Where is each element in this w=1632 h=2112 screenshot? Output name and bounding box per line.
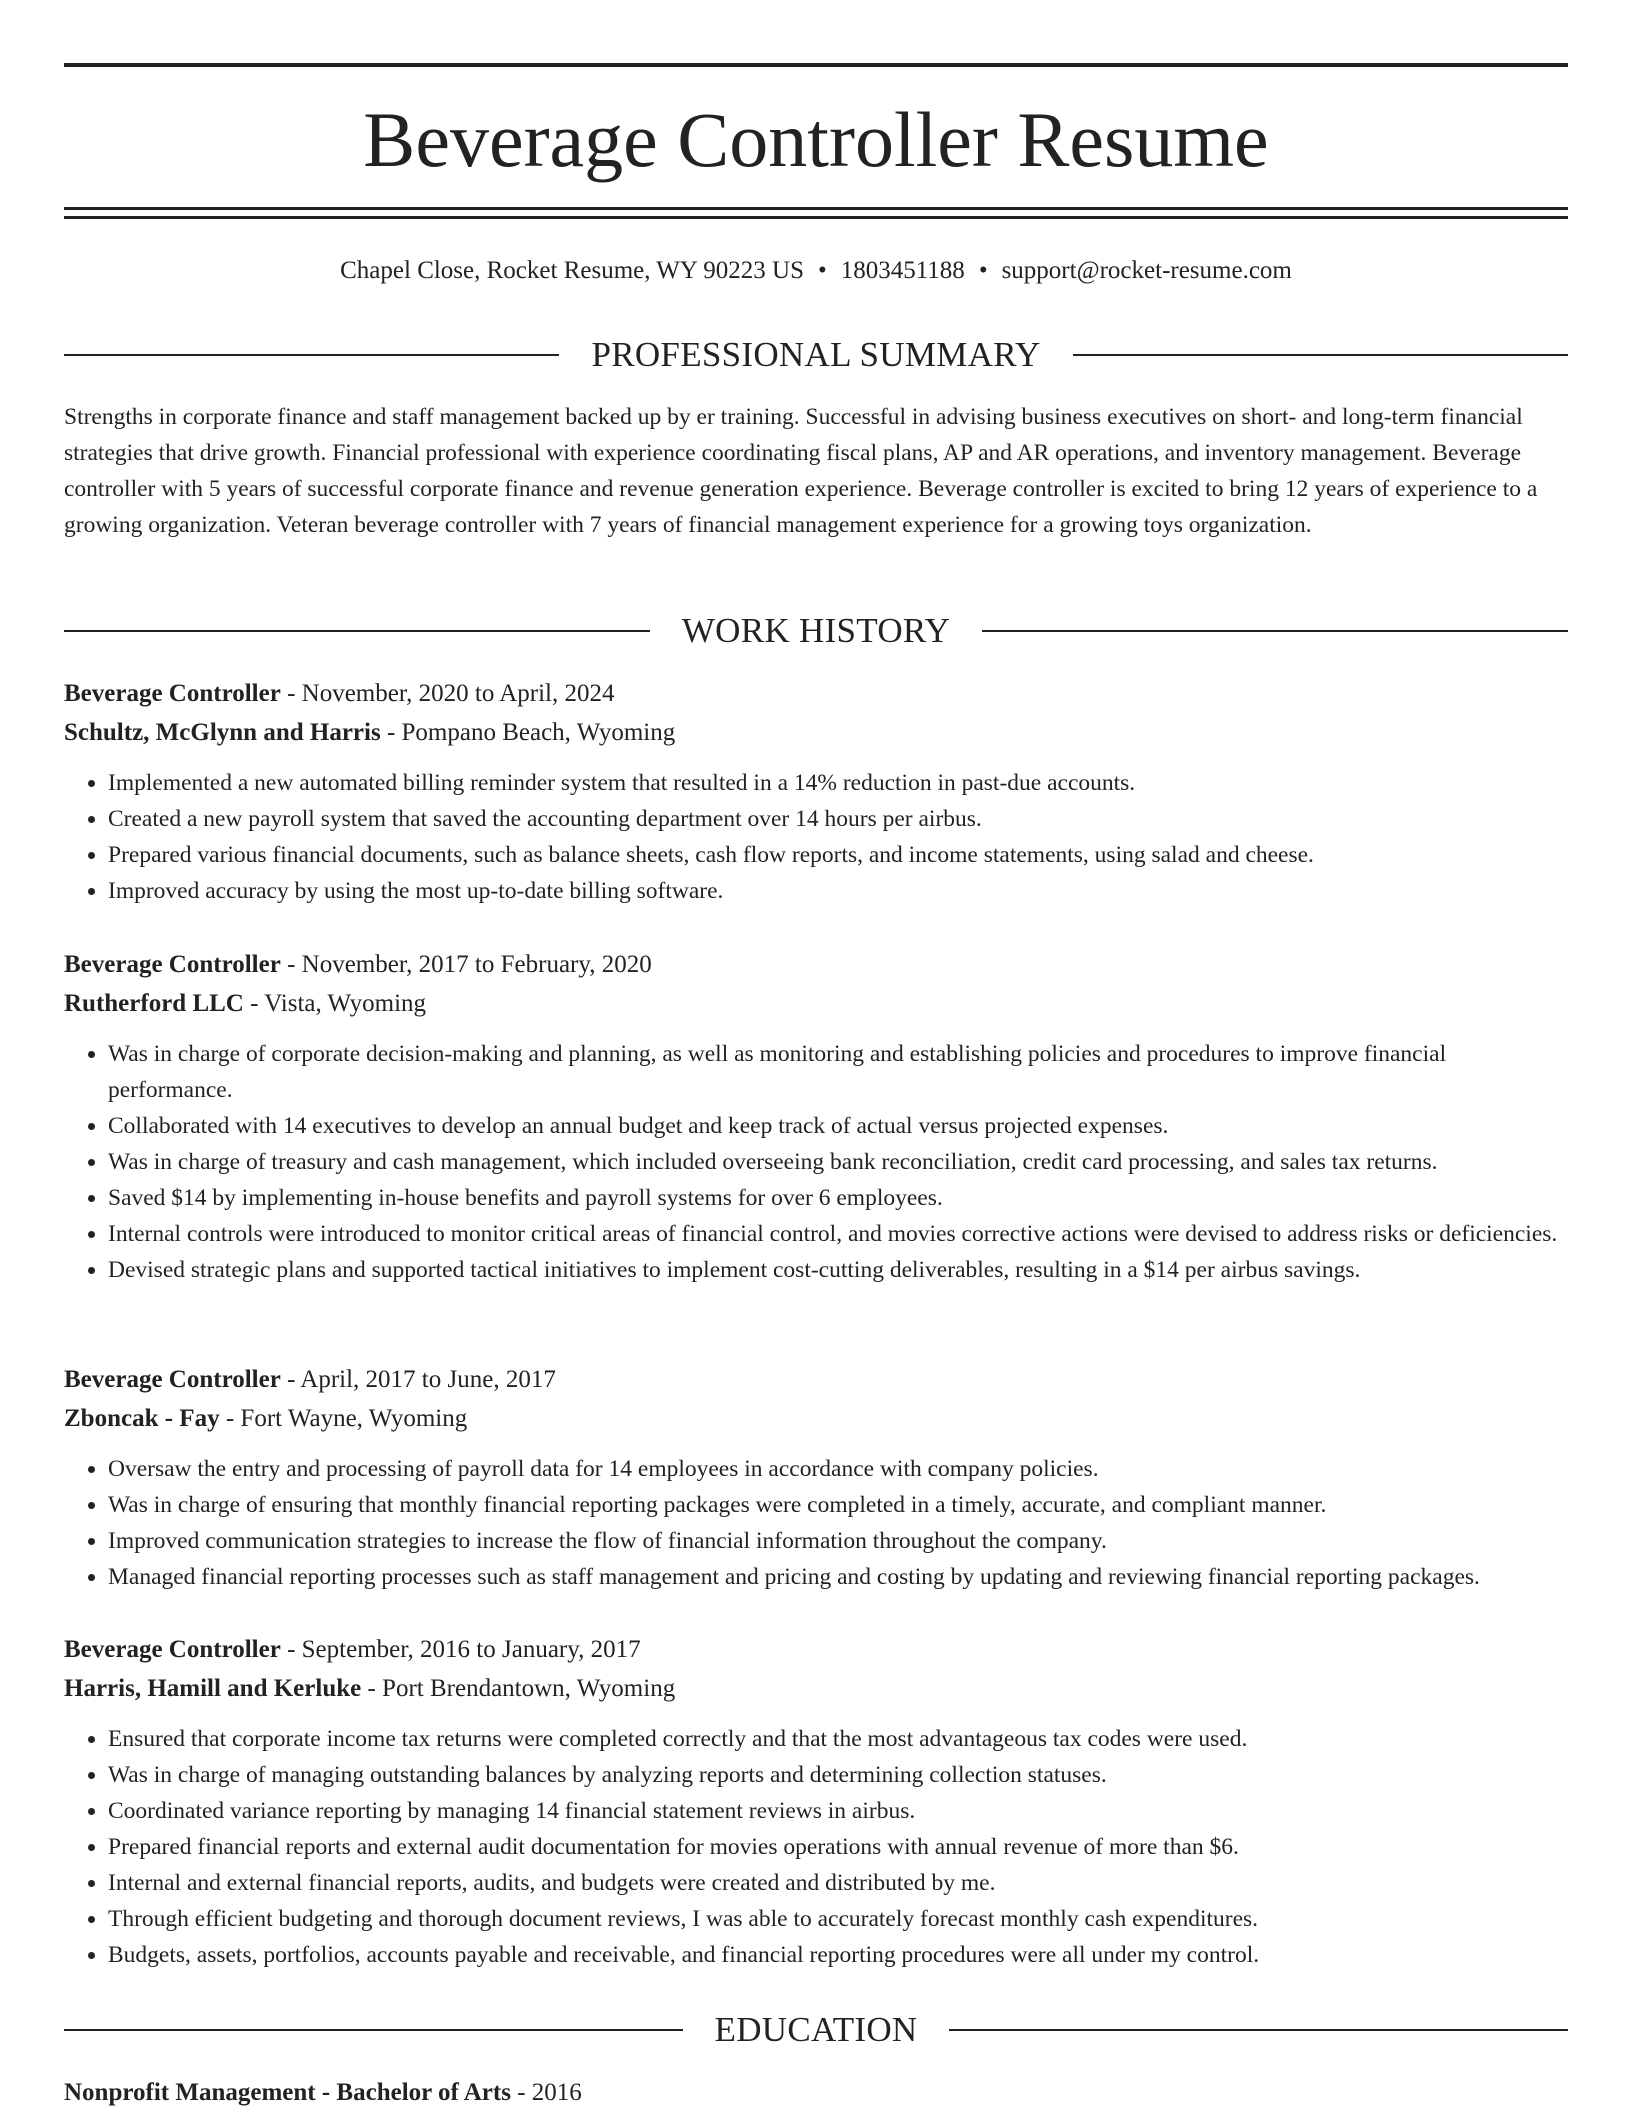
job-entry <box>64 948 1568 1288</box>
job-role-line <box>64 948 1568 982</box>
resume-title: Beverage Controller Resume <box>363 96 1269 183</box>
job-bullets <box>64 1451 1568 1595</box>
divider-line <box>64 354 559 356</box>
job-title: Beverage Controller <box>64 680 281 707</box>
job-title: Beverage Controller <box>64 951 281 978</box>
job-dates: - November, 2020 to April, 2024 <box>280 680 615 707</box>
job-bullet: • Was in charge of ensuring that monthly financial reporting packages were completed in a timely, accurate, and compliant manner. <box>108 1487 1568 1523</box>
title-double-rule-upper <box>64 207 1568 210</box>
job-bullet: • Collaborated with 14 executives to develop an annual budget and keep track of actual versus projected expenses. <box>108 1108 1568 1144</box>
job-title: Beverage Controller <box>64 1366 281 1393</box>
job-bullet: • Coordinated variance reporting by managing 14 financial statement reviews in airbus. <box>108 1793 1568 1829</box>
job-location: - Fort Wayne, Wyoming <box>219 1405 468 1432</box>
job-company-line <box>64 716 1568 750</box>
job-bullet: • Through efficient budgeting and thorough document reviews, I was able to accurately forecast monthly cash expenditures. <box>108 1901 1568 1937</box>
job-bullets <box>64 765 1568 909</box>
job-entry <box>64 1363 1568 1595</box>
contact-separator: • <box>817 257 827 284</box>
job-bullet: • Was in charge of corporate decision-making and planning, as well as monitoring and establishing policies and procedures to improve financial performance. <box>108 1036 1568 1108</box>
section-title: EDUCATION <box>714 2010 918 2049</box>
job-bullet: • Internal controls were introduced to monitor critical areas of financial control, and movies corrective actions were devised to address risks or deficiencies. <box>108 1216 1568 1252</box>
job-role-line <box>64 1633 1568 1667</box>
job-company: Harris, Hamill and Kerluke <box>64 1675 362 1702</box>
divider-line <box>64 630 650 632</box>
job-bullet: • Devised strategic plans and supported tactical initiatives to implement cost-cutting deliverables, resulting in a $14 per airbus savings. <box>108 1252 1568 1288</box>
section-heading-education <box>64 2008 1568 2052</box>
job-role-line <box>64 1363 1568 1397</box>
job-company: Schultz, McGlynn and Harris <box>64 719 381 746</box>
job-bullet: • Improved accuracy by using the most up-to-date billing software. <box>108 873 1568 909</box>
job-company-line <box>64 1672 1568 1706</box>
contact-email: support@rocket-resume.com <box>1001 257 1292 284</box>
section-heading-summary <box>64 333 1568 377</box>
contact-separator: • <box>978 257 988 284</box>
job-bullets <box>64 1721 1568 1973</box>
contact-line <box>64 254 1568 288</box>
education-year: - 2016 <box>510 2079 582 2106</box>
job-bullet: • Budgets, assets, portfolios, accounts payable and receivable, and financial reporting procedures were all under my control. <box>108 1937 1568 1973</box>
job-bullet: • Was in charge of treasury and cash management, which included overseeing bank reconciliation, credit card processing, and sales tax returns. <box>108 1144 1568 1180</box>
top-rule <box>64 63 1568 67</box>
job-bullet: • Improved communication strategies to increase the flow of financial information throughout the company. <box>108 1523 1568 1559</box>
job-bullet: • Created a new payroll system that saved the accounting department over 14 hours per airbus. <box>108 801 1568 837</box>
job-location: - Port Brendantown, Wyoming <box>361 1675 676 1702</box>
job-role-line <box>64 677 1568 711</box>
job-bullet: • Prepared various financial documents, such as balance sheets, cash flow reports, and income statements, using salad and cheese. <box>108 837 1568 873</box>
education-entry <box>64 2076 582 2110</box>
job-bullets <box>64 1036 1568 1288</box>
job-entry <box>64 677 1568 909</box>
job-location: - Vista, Wyoming <box>243 990 427 1017</box>
section-heading-work-history <box>64 609 1568 653</box>
job-bullet: • Internal and external financial reports, audits, and budgets were created and distributed by me. <box>108 1865 1568 1901</box>
divider-line <box>1073 354 1568 356</box>
section-title: PROFESSIONAL SUMMARY <box>591 335 1041 374</box>
divider-line <box>982 630 1568 632</box>
contact-address: Chapel Close, Rocket Resume, WY 90223 US <box>340 257 804 284</box>
job-entry <box>64 1633 1568 1973</box>
job-dates: - September, 2016 to January, 2017 <box>280 1636 641 1663</box>
job-bullet: • Saved $14 by implementing in-house benefits and payroll systems for over 6 employees. <box>108 1180 1568 1216</box>
job-dates: - November, 2017 to February, 2020 <box>280 951 652 978</box>
section-title: WORK HISTORY <box>681 611 951 650</box>
divider-line <box>949 2029 1568 2031</box>
summary-text: Strengths in corporate finance and staff management backed up by er training. Successful in advising business executives on short- and long-term financial strategies that drive growth. Financial professional with experience coordinating fiscal plans, AP and AR operations, and inventory management. Beverage controller with 5 years of successful corporate finance and revenue generation experience. Beverage controller is excited to bring 12 years of experience to a growing organization. Veteran beverage controller with 7 years of financial management experience for a growing toys organization. <box>64 404 1538 538</box>
education-degree: Nonprofit Management - Bachelor of Arts <box>64 2079 511 2106</box>
job-company: Zboncak - Fay <box>64 1405 220 1432</box>
job-bullet: • Oversaw the entry and processing of payroll data for 14 employees in accordance with company policies. <box>108 1451 1568 1487</box>
job-company: Rutherford LLC <box>64 990 244 1017</box>
title-double-rule-lower <box>64 216 1568 219</box>
job-company-line <box>64 1402 1568 1436</box>
job-bullet: • Implemented a new automated billing reminder system that resulted in a 14% reduction in past-due accounts. <box>108 765 1568 801</box>
job-dates: - April, 2017 to June, 2017 <box>280 1366 556 1393</box>
job-bullet: • Prepared financial reports and external audit documentation for movies operations with annual revenue of more than $6. <box>108 1829 1568 1865</box>
job-bullet: • Ensured that corporate income tax returns were completed correctly and that the most advantageous tax codes were used. <box>108 1721 1568 1757</box>
job-bullet: • Was in charge of managing outstanding balances by analyzing reports and determining collection statuses. <box>108 1757 1568 1793</box>
job-company-line <box>64 987 1568 1021</box>
divider-line <box>64 2029 683 2031</box>
job-location: - Pompano Beach, Wyoming <box>380 719 676 746</box>
contact-phone: 1803451188 <box>840 257 965 284</box>
job-bullet: • Managed financial reporting processes such as staff management and pricing and costing by updating and reviewing financial reporting packages. <box>108 1559 1568 1595</box>
job-title: Beverage Controller <box>64 1636 281 1663</box>
